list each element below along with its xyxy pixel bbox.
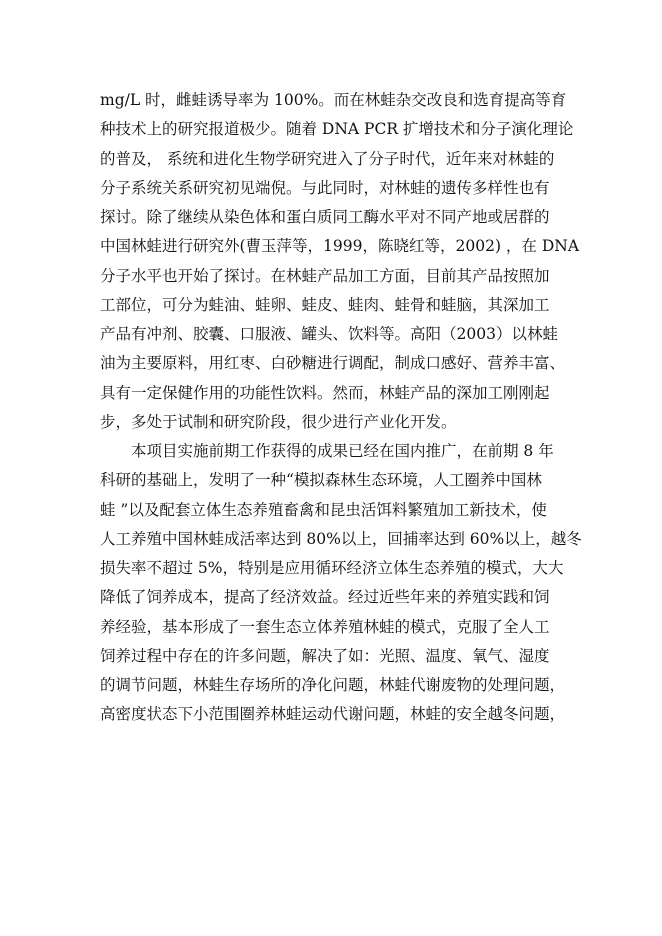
text-line: 具有一定保健作用的功能性饮料。然而，林蛙产品的深加工刚刚起 bbox=[100, 383, 550, 402]
text-line: 分子系统关系研究初见端倪。与此同时，对林蛙的遗传多样性也有 bbox=[100, 178, 550, 197]
text-line: 降低了饲养成本，提高了经济效益。经过近些年来的养殖实践和饲 bbox=[100, 588, 550, 607]
text-line: 高密度状态下小范围圈养林蛙运动代谢问题，林蛙的安全越冬问题， bbox=[100, 705, 566, 724]
text-line: 中国林蛙进行研究外(曹玉萍等，1999，陈晓红等，2002) ，在 DNA bbox=[100, 237, 580, 256]
text-line: 损失率不超过 5%，特别是应用循环经济立体生态养殖的模式，大大 bbox=[100, 559, 564, 577]
text-line: 种技术上的研究报道极少。随着 DNA PCR 扩增技术和分子演化理论 bbox=[100, 120, 574, 139]
text-line: 人工养殖中国林蛙成活率达到 80%以上，回捕率达到 60%以上，越冬 bbox=[100, 529, 582, 548]
text-line: 油为主要原料，用红枣、白砂糖进行调配，制成口感好、营养丰富、 bbox=[100, 354, 566, 373]
text-line: 产品有冲剂、胶囊、口服液、罐头、饮料等。高阳（2003）以林蛙 bbox=[100, 325, 558, 343]
text-line: 的调节问题，林蛙生存场所的净化问题，林蛙代谢废物的处理问题， bbox=[100, 676, 566, 694]
text-line: 分子水平也开始了探讨。在林蛙产品加工方面，目前其产品按照加 bbox=[100, 266, 550, 285]
paragraph-start-line: 本项目实施前期工作获得的成果已经在国内推广，在前期 8 年 bbox=[131, 442, 554, 460]
text-line: mg/L 时，雌蛙诱导率为 100%。而在林蛙杂交改良和选育提高等育 bbox=[100, 91, 567, 109]
text-line: 探讨。除了继续从染色体和蛋白质同工酶水平对不同产地或居群的 bbox=[100, 208, 550, 226]
text-line: 养经验，基本形成了一套生态立体养殖林蛙的模式，克服了全人工 bbox=[100, 617, 550, 636]
text-line: 工部位，可分为蛙油、蛙卵、蛙皮、蛙肉、蛙骨和蛙脑，其深加工 bbox=[100, 295, 550, 314]
body-text bbox=[100, 86, 582, 730]
text-line: 步，多处于试制和研究阶段，很少进行产业化开发。 bbox=[100, 412, 457, 431]
text-line: 科研的基础上，发明了一种“模拟森林生态环境，人工圈养中国林 bbox=[100, 471, 542, 490]
text-line: 蛙 ”以及配套立体生态养殖畜禽和昆虫活饵料繁殖加工新技术，使 bbox=[100, 500, 547, 519]
text-line: 的普及， 系统和进化生物学研究进入了分子时代，近年来对林蛙的 bbox=[100, 149, 555, 168]
text-line: 饲养过程中存在的许多问题，解决了如：光照、温度、氧气、湿度 bbox=[100, 646, 550, 665]
